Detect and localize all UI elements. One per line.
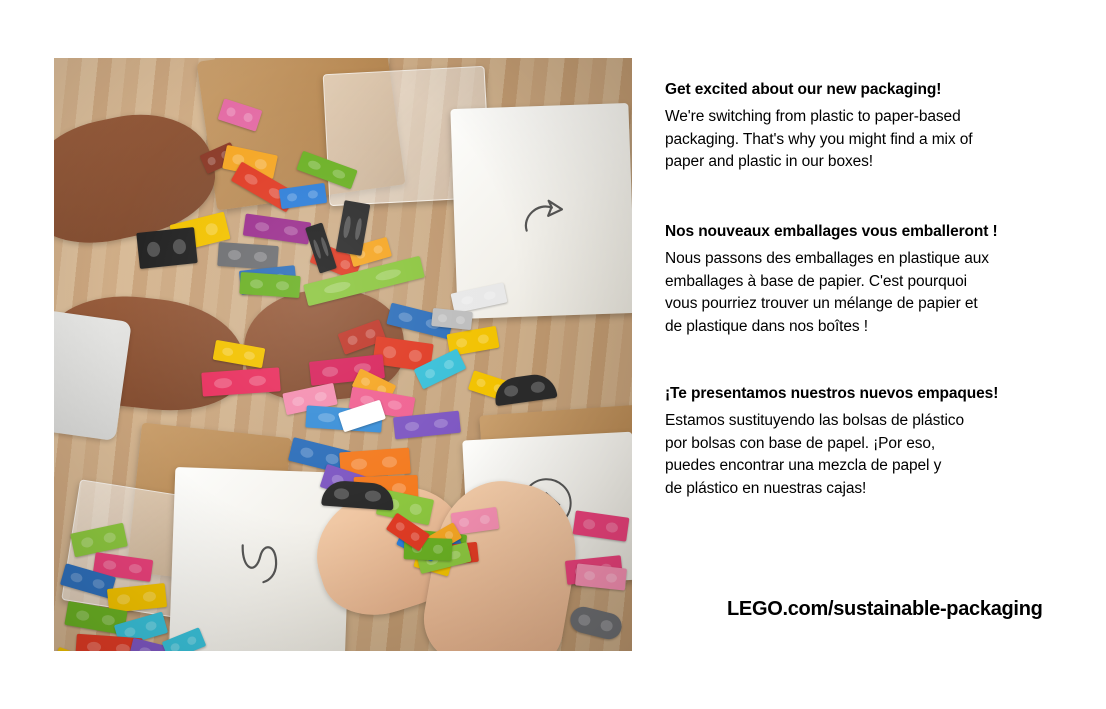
message-block-spanish — [665, 384, 1057, 500]
heading-french: Nos nouveaux emballages vous emballeront ! — [665, 222, 998, 240]
body-line: vous pourriez trouver un mélange de papier et — [665, 295, 978, 313]
body-line: packaging. That's why you might find a mix of — [665, 130, 973, 148]
body-line: Nous passons des emballages en plastique aux — [665, 250, 989, 268]
heading-english: Get excited about our new packaging! — [665, 81, 942, 98]
body-line: Estamos sustituyendo las bolsas de plástico — [665, 412, 964, 430]
body-spanish — [665, 410, 1057, 500]
message-block-english — [665, 80, 1057, 174]
message-block-french — [665, 222, 1057, 338]
sustainable-packaging-url[interactable]: LEGO.com/sustainable-packaging — [727, 598, 1043, 620]
body-line: de plastique dans nos boîtes ! — [665, 317, 868, 335]
packaging-photo — [54, 58, 632, 651]
body-line: puedes encontrar una mezcla de papel y — [665, 457, 942, 475]
photo-vignette — [54, 58, 632, 651]
text-column — [665, 80, 1057, 534]
heading-spanish: ¡Te presentamos nuestros nuevos empaques! — [665, 385, 999, 403]
body-line: por bolsas con base de papel. ¡Por eso, — [665, 434, 936, 452]
body-french — [665, 248, 1057, 338]
body-english — [665, 106, 1057, 173]
body-line: de plástico en nuestras cajas! — [665, 479, 867, 497]
body-line: emballages à base de papier. C'est pourquoi — [665, 272, 967, 290]
body-line: paper and plastic in our boxes! — [665, 153, 874, 171]
body-line: We're switching from plastic to paper-based — [665, 108, 961, 126]
